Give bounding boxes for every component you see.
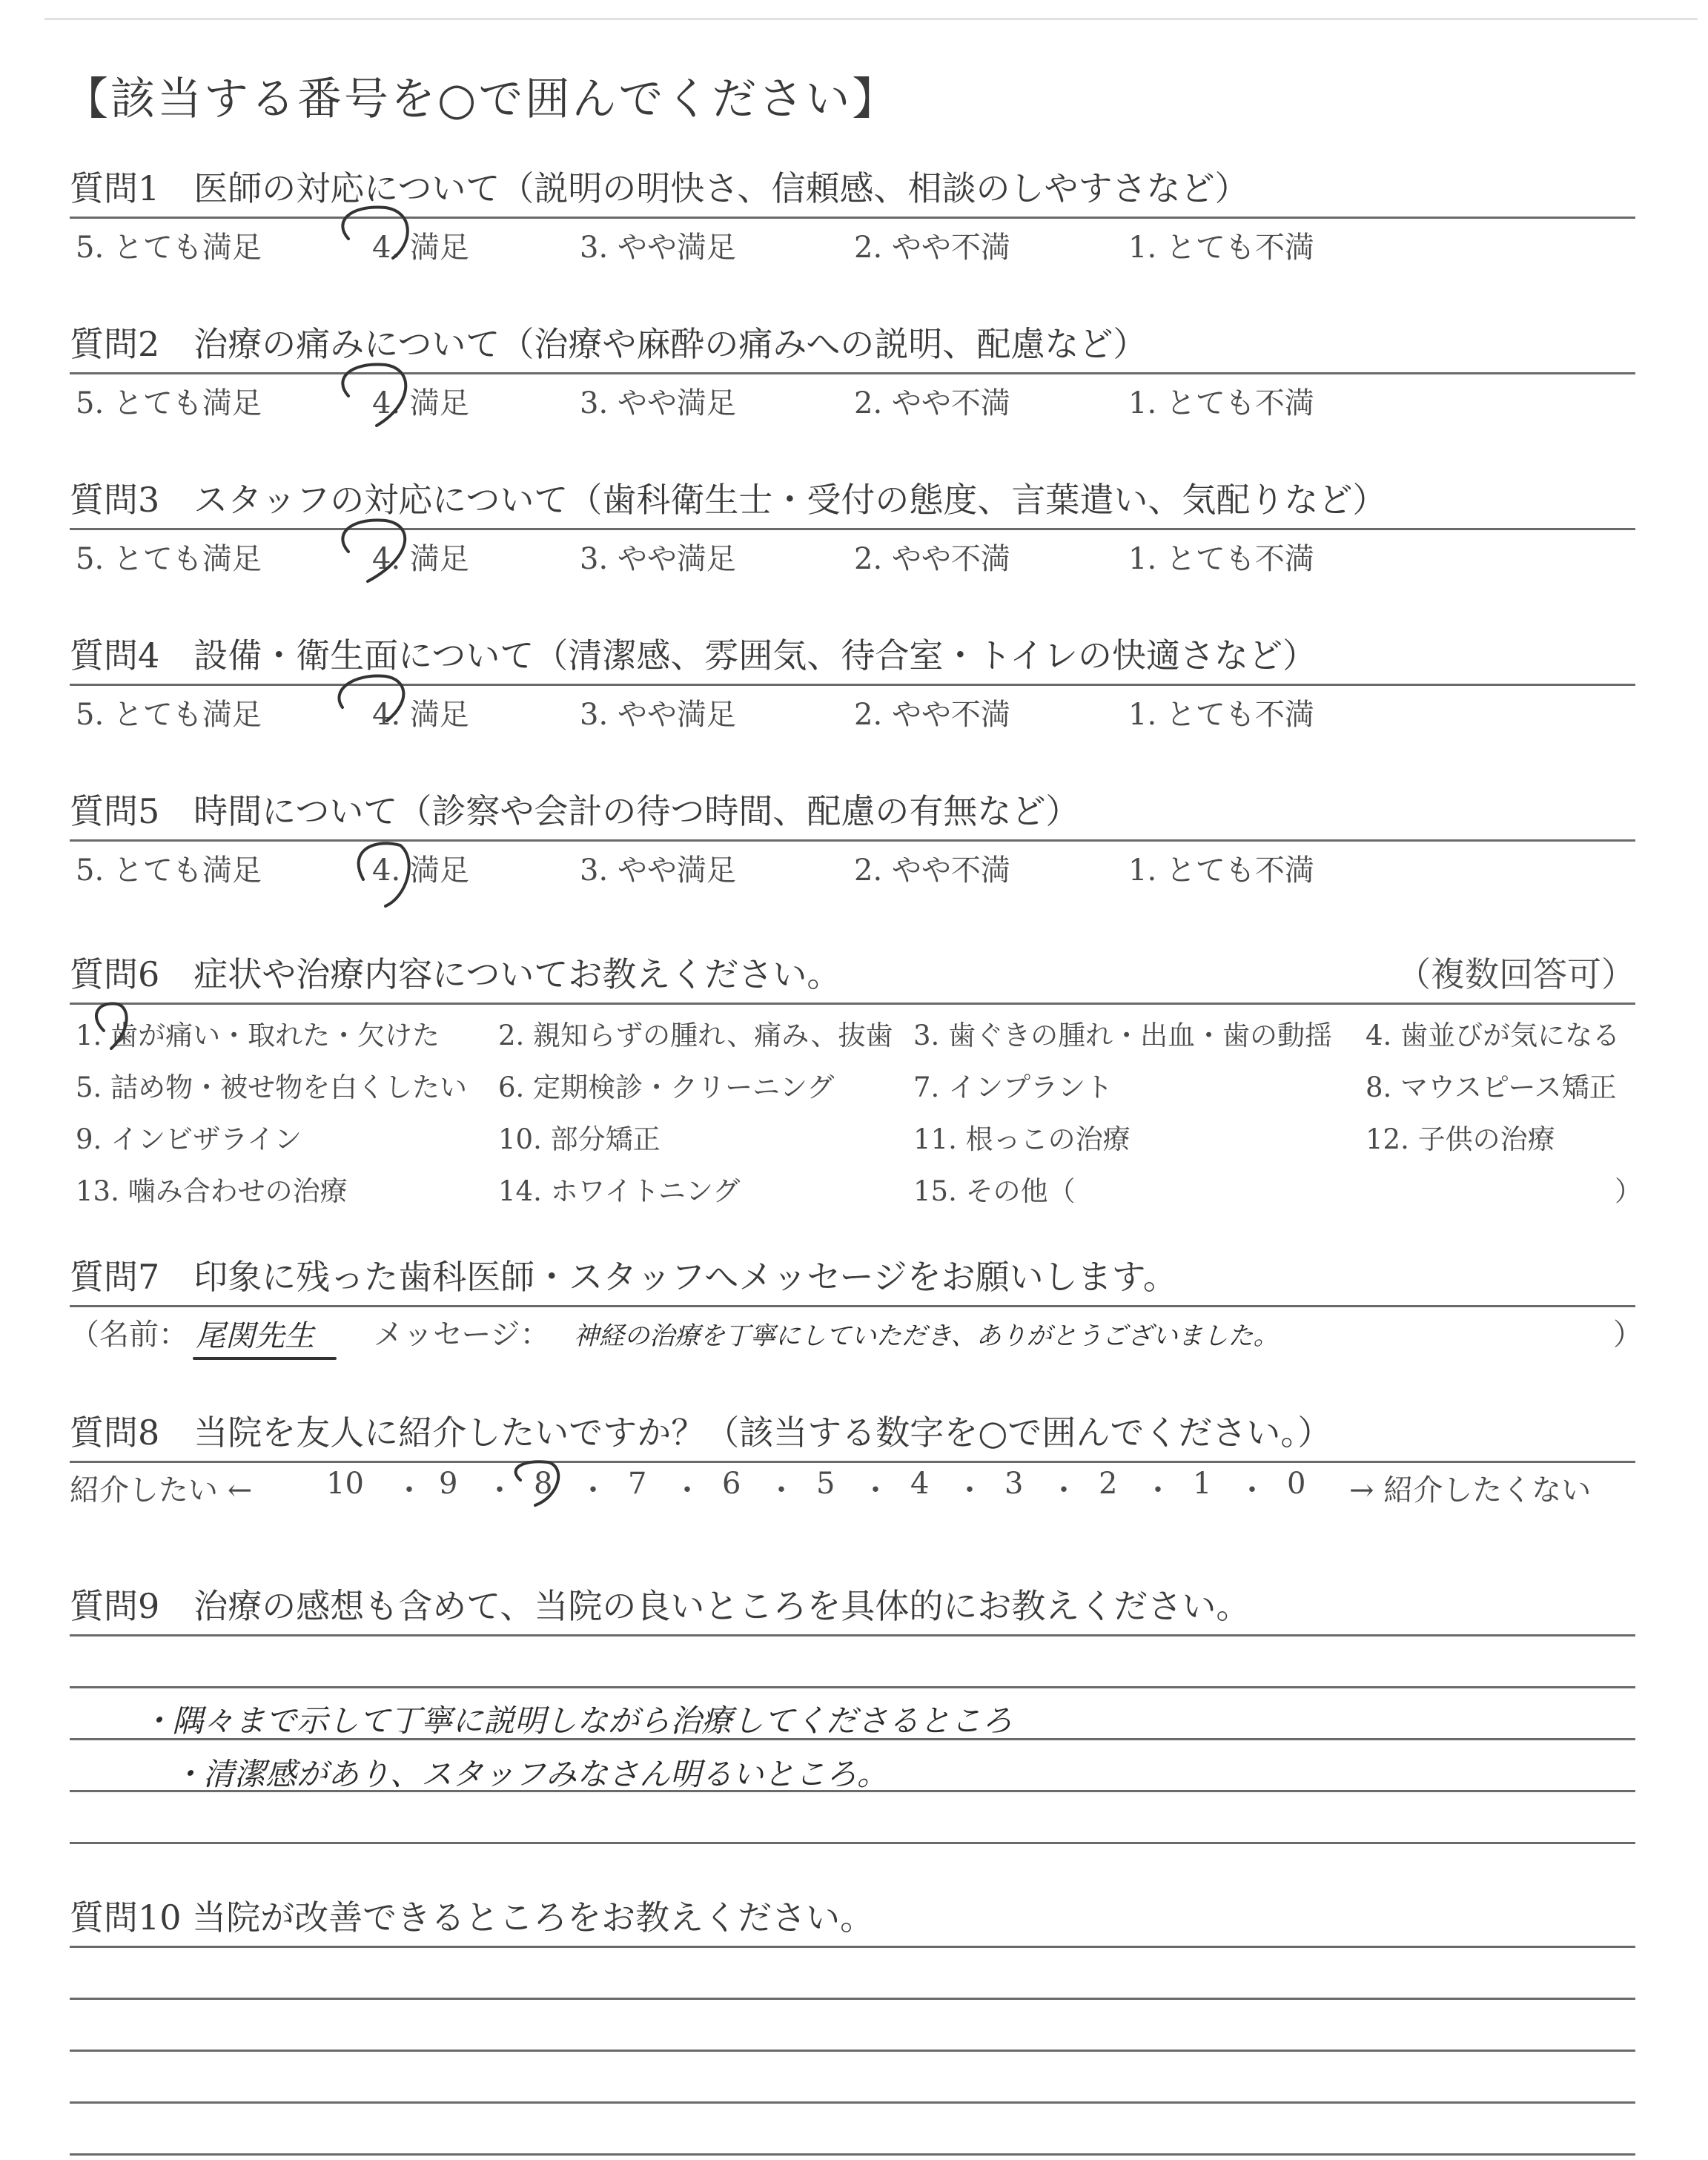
- option-1[interactable]: 1. とても不満: [1128, 698, 1314, 732]
- score-5[interactable]: 5: [816, 1467, 835, 1501]
- symptom-option-4[interactable]: 4. 歯並びが気になる: [1366, 1020, 1621, 1051]
- question-title: 質問1 医師の対応について（説明の明快さ、信頼感、相談のしやすさなど）: [70, 168, 1249, 208]
- option-2[interactable]: 2. やや不満: [854, 853, 1010, 888]
- question-10: [70, 1894, 1635, 1946]
- score-2[interactable]: 2: [1099, 1467, 1118, 1501]
- recommend-left-label: 紹介したい ←: [70, 1473, 253, 1507]
- question-title: 質問10 当院が改善できるところをお教えください。: [70, 1898, 875, 1938]
- symptom-options: [76, 1013, 1642, 1235]
- symptom-option-3[interactable]: 3. 歯ぐきの腫れ・出血・歯の動揺: [913, 1020, 1333, 1051]
- name-value[interactable]: 尾関先生: [196, 1319, 314, 1353]
- option-1[interactable]: 1. とても不満: [1128, 386, 1314, 420]
- option-3[interactable]: 3. やや満足: [580, 853, 736, 888]
- option-2[interactable]: 2. やや不満: [854, 542, 1010, 576]
- score-4[interactable]: 4: [910, 1467, 930, 1501]
- answer-line: [70, 1998, 1635, 2000]
- answer-line: [70, 1634, 1635, 1636]
- symptom-option-12[interactable]: 12. 子供の治療: [1366, 1123, 1555, 1155]
- question-8: [70, 1409, 1635, 1507]
- question-title: 質問9 治療の感想も含めて、当院の良いところを具体的にお教えください。: [70, 1586, 1251, 1626]
- answer-line: [70, 1842, 1635, 1844]
- option-4[interactable]: 4. 満足: [372, 698, 469, 732]
- separator-dot: ・: [1237, 1473, 1267, 1507]
- option-3[interactable]: 3. やや満足: [580, 542, 736, 576]
- option-1[interactable]: 1. とても不満: [1128, 231, 1314, 265]
- separator-dot: ・: [394, 1473, 424, 1507]
- q9-answer-line-1[interactable]: ・隅々まで示して丁寧に説明しながら治療してくださるところ: [141, 1702, 1013, 1739]
- option-3[interactable]: 3. やや満足: [580, 698, 736, 732]
- question-3: [70, 476, 1635, 576]
- question-title: 質問7 印象に残った歯科医師・スタッフへメッセージをお願いします。: [70, 1257, 1177, 1297]
- page-title: 【該当する番号を○で囲んでください】: [64, 73, 899, 125]
- option-1[interactable]: 1. とても不満: [1128, 853, 1314, 888]
- symptom-option-13[interactable]: 13. 噛み合わせの治療: [76, 1175, 348, 1207]
- option-5[interactable]: 5. とても満足: [76, 698, 262, 732]
- symptom-option-11[interactable]: 11. 根っこの治療: [913, 1123, 1131, 1155]
- option-4[interactable]: 4. 満足: [372, 231, 469, 265]
- question-title: 質問6 症状や治療内容についてお教えください。: [70, 954, 841, 994]
- message-close-paren: ）: [1613, 1318, 1643, 1352]
- symptom-option-14[interactable]: 14. ホワイトニング: [498, 1175, 741, 1207]
- question-5: [70, 787, 1635, 888]
- option-4[interactable]: 4. 満足: [372, 542, 469, 576]
- answer-line: [70, 2153, 1635, 2156]
- option-2[interactable]: 2. やや不満: [854, 698, 1010, 732]
- recommend-right-label: → 紹介したくない: [1349, 1473, 1592, 1507]
- separator-dot: ・: [1143, 1473, 1173, 1507]
- top-rule: [44, 18, 1698, 20]
- option-4[interactable]: 4. 満足: [372, 386, 469, 420]
- option-5[interactable]: 5. とても満足: [76, 231, 262, 265]
- symptom-option-15[interactable]: 15. その他（: [913, 1175, 1076, 1207]
- question-title: 質問3 スタッフの対応について（歯科衛生士・受付の態度、言葉遣い、気配りなど）: [70, 480, 1387, 520]
- score-10[interactable]: 10: [326, 1467, 364, 1501]
- option-5[interactable]: 5. とても満足: [76, 853, 262, 888]
- question-title: 質問4 設備・衛生面について（清潔感、雰囲気、待合室・トイレの快適さなど）: [70, 635, 1317, 676]
- question-2: [70, 320, 1635, 420]
- score-7[interactable]: 7: [628, 1467, 647, 1501]
- symptom-option-5[interactable]: 5. 詰め物・被せ物を白くしたい: [76, 1071, 468, 1103]
- separator-dot: ・: [861, 1473, 890, 1507]
- other-close-paren: ）: [1615, 1175, 1642, 1207]
- name-label: （名前：: [70, 1318, 188, 1352]
- answer-line: [70, 1946, 1635, 1948]
- score-6[interactable]: 6: [722, 1467, 741, 1501]
- option-3[interactable]: 3. やや満足: [580, 386, 736, 420]
- question-title: 質問5 時間について（診察や会計の待つ時間、配慮の有無など）: [70, 791, 1080, 831]
- option-2[interactable]: 2. やや不満: [854, 386, 1010, 420]
- multiple-answer-note: （複数回答可）: [1397, 954, 1635, 994]
- separator-dot: ・: [578, 1473, 608, 1507]
- question-4: [70, 632, 1635, 732]
- separator-dot: ・: [955, 1473, 984, 1507]
- separator-dot: ・: [767, 1473, 796, 1507]
- question-title: 質問8 当院を友人に紹介したいですか？（該当する数字を○で囲んでください。）: [70, 1413, 1332, 1453]
- answer-line: [70, 1686, 1635, 1688]
- option-4[interactable]: 4. 満足: [372, 853, 469, 888]
- question-9: [70, 1582, 1635, 1634]
- question-1: [70, 165, 1635, 265]
- question-6: [70, 951, 1642, 1207]
- symptom-option-2[interactable]: 2. 親知らずの腫れ、痛み、抜歯: [498, 1020, 893, 1051]
- symptom-option-7[interactable]: 7. インプラント: [913, 1071, 1113, 1103]
- answer-line: [70, 2050, 1635, 2052]
- question-7: [70, 1253, 1643, 1353]
- option-2[interactable]: 2. やや不満: [854, 231, 1010, 265]
- separator-dot: ・: [485, 1473, 514, 1507]
- symptom-option-8[interactable]: 8. マウスピース矯正: [1366, 1071, 1617, 1103]
- option-3[interactable]: 3. やや満足: [580, 231, 736, 265]
- score-9[interactable]: 9: [439, 1467, 458, 1501]
- option-5[interactable]: 5. とても満足: [76, 542, 262, 576]
- score-8[interactable]: 8: [534, 1467, 553, 1501]
- answer-line: [70, 2101, 1635, 2104]
- separator-dot: ・: [1049, 1473, 1079, 1507]
- message-label: メッセージ：: [374, 1318, 550, 1352]
- score-3[interactable]: 3: [1004, 1467, 1024, 1501]
- separator-dot: ・: [672, 1473, 702, 1507]
- question-title: 質問2 治療の痛みについて（治療や麻酔の痛みへの説明、配慮など）: [70, 324, 1148, 364]
- symptom-option-9[interactable]: 9. インビザライン: [76, 1123, 302, 1155]
- symptom-option-6[interactable]: 6. 定期検診・クリーニング: [498, 1071, 835, 1103]
- option-5[interactable]: 5. とても満足: [76, 386, 262, 420]
- score-1[interactable]: 1: [1193, 1467, 1212, 1501]
- score-0[interactable]: 0: [1287, 1467, 1306, 1501]
- symptom-option-10[interactable]: 10. 部分矯正: [498, 1123, 661, 1155]
- message-value[interactable]: 神経の治療を丁寧にしていただき、ありがとうございました。: [574, 1321, 1279, 1351]
- symptom-option-1[interactable]: 1. 歯が痛い・取れた・欠けた: [76, 1020, 440, 1051]
- option-1[interactable]: 1. とても不満: [1128, 542, 1314, 576]
- q9-answer-line-2[interactable]: ・清潔感があり、スタッフみなさん明るいところ。: [172, 1756, 889, 1792]
